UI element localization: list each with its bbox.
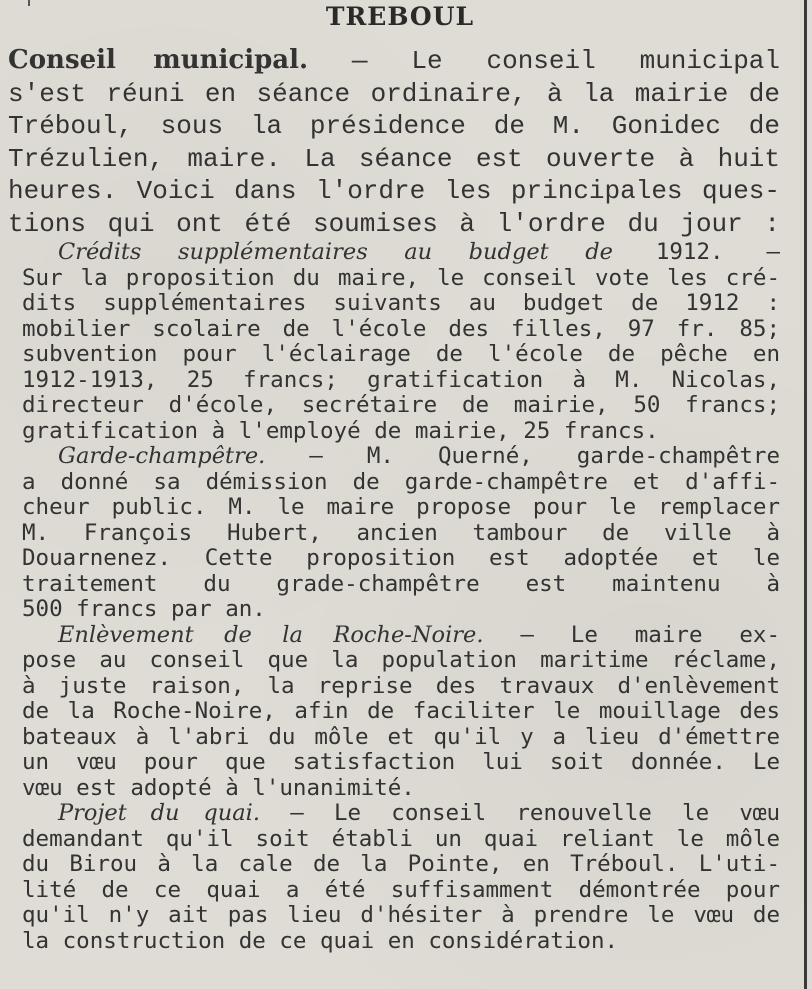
body-line: un vœu pour que satisfaction lui soit donnée. Le (22, 749, 780, 775)
article-headline: TREBOUL (325, 2, 475, 31)
lead-line: s'est réuni en séance ordinaire, à la mairie de (8, 78, 780, 109)
body-line: la construction de ce quai en considération. (22, 927, 619, 954)
body-line: pose au conseil que la population maritime réclame, (22, 647, 780, 673)
column-rule (804, 0, 807, 989)
body-line: Sur la proposition du maire, le conseil vote les cré- (22, 264, 780, 291)
section-first-line (22, 240, 780, 266)
article-body (22, 240, 780, 954)
body-line: mobilier scolaire de l'école des filles, 97 fr. 85; (22, 315, 780, 342)
lead-line: Trézulien, maire. La séance est ouverte à huit (8, 143, 780, 174)
body-line: gratification à l'employé de mairie, 25 francs. (22, 417, 659, 444)
lead-line: heures. Voici dans l'ordre les principales ques- (8, 176, 780, 206)
body-line: à juste raison, la reprise des travaux d'enlèvement (22, 672, 780, 699)
section-subhead: Projet du quai. (58, 800, 260, 826)
lead-kicker: Conseil municipal. (8, 45, 309, 75)
body-line: subvention pour l'éclairage de l'école de pêche en (22, 341, 780, 367)
body-line: 1912-1913, 25 francs; gratification à M. Nicolas, (22, 366, 780, 393)
body-line: du Birou à la cale de la Pointe, en Tréboul. L'uti- (22, 851, 780, 877)
body-line: de la Roche-Noire, afin de faciliter le mouillage des (22, 698, 780, 724)
body-line: traitement du grade-champêtre est maintenu à (22, 570, 780, 597)
body-line: demandant qu'il soit établi un quai reliant le môle (22, 825, 780, 852)
lead-line (8, 44, 780, 78)
body-line: Douarnenez. Cette proposition est adoptée et le (22, 545, 780, 571)
body-line: M. François Hubert, ancien tambour de ville à (22, 519, 780, 546)
body-line: bateaux à l'abri du môle et qu'il y a lieu d'émettre (22, 723, 780, 750)
section-subhead: Enlèvement de la Roche-Noire. (58, 621, 484, 648)
lead-line: Tréboul, sous la présidence de M. Gonidec de (8, 111, 780, 141)
section-subhead: Crédits supplémentaires au budget de (58, 239, 613, 265)
body-line: vœu est adopté à l'unanimité. (22, 774, 415, 801)
lead-line: tions qui ont été soumises à l'ordre du jour : (8, 208, 780, 239)
section-first-rest: 1912. — (612, 239, 781, 265)
section-first-line (22, 801, 780, 827)
lead-line-text: — Le conseil municipal (308, 46, 781, 76)
body-line: lité de ce quai a été suffisamment démontrée pour (22, 876, 780, 903)
section-first-rest: — M. Querné, garde-champêtre (265, 443, 780, 469)
section-first-line (22, 444, 780, 470)
body-line: directeur d'école, secrétaire de mairie, 50 francs; (22, 392, 780, 418)
lead-paragraph (8, 44, 780, 240)
body-line: qu'il n'y ait pas lieu d'hésiter à prendre le vœu de (22, 902, 780, 928)
section-first-line (22, 623, 780, 649)
section-subhead: Garde-champêtre. (58, 443, 266, 469)
body-line: cheur public. M. le maire propose pour le remplacer (22, 494, 780, 520)
body-line: dits supplémentaires suivants au budget de 1912 : (22, 290, 780, 316)
body-line: 500 francs par an. (22, 596, 266, 622)
body-line: a donné sa démission de garde-champêtre et d'affi- (22, 468, 780, 495)
section-first-rest: — Le maire ex- (483, 621, 780, 648)
section-first-rest: — Le conseil renouvelle le vœu (260, 800, 780, 826)
